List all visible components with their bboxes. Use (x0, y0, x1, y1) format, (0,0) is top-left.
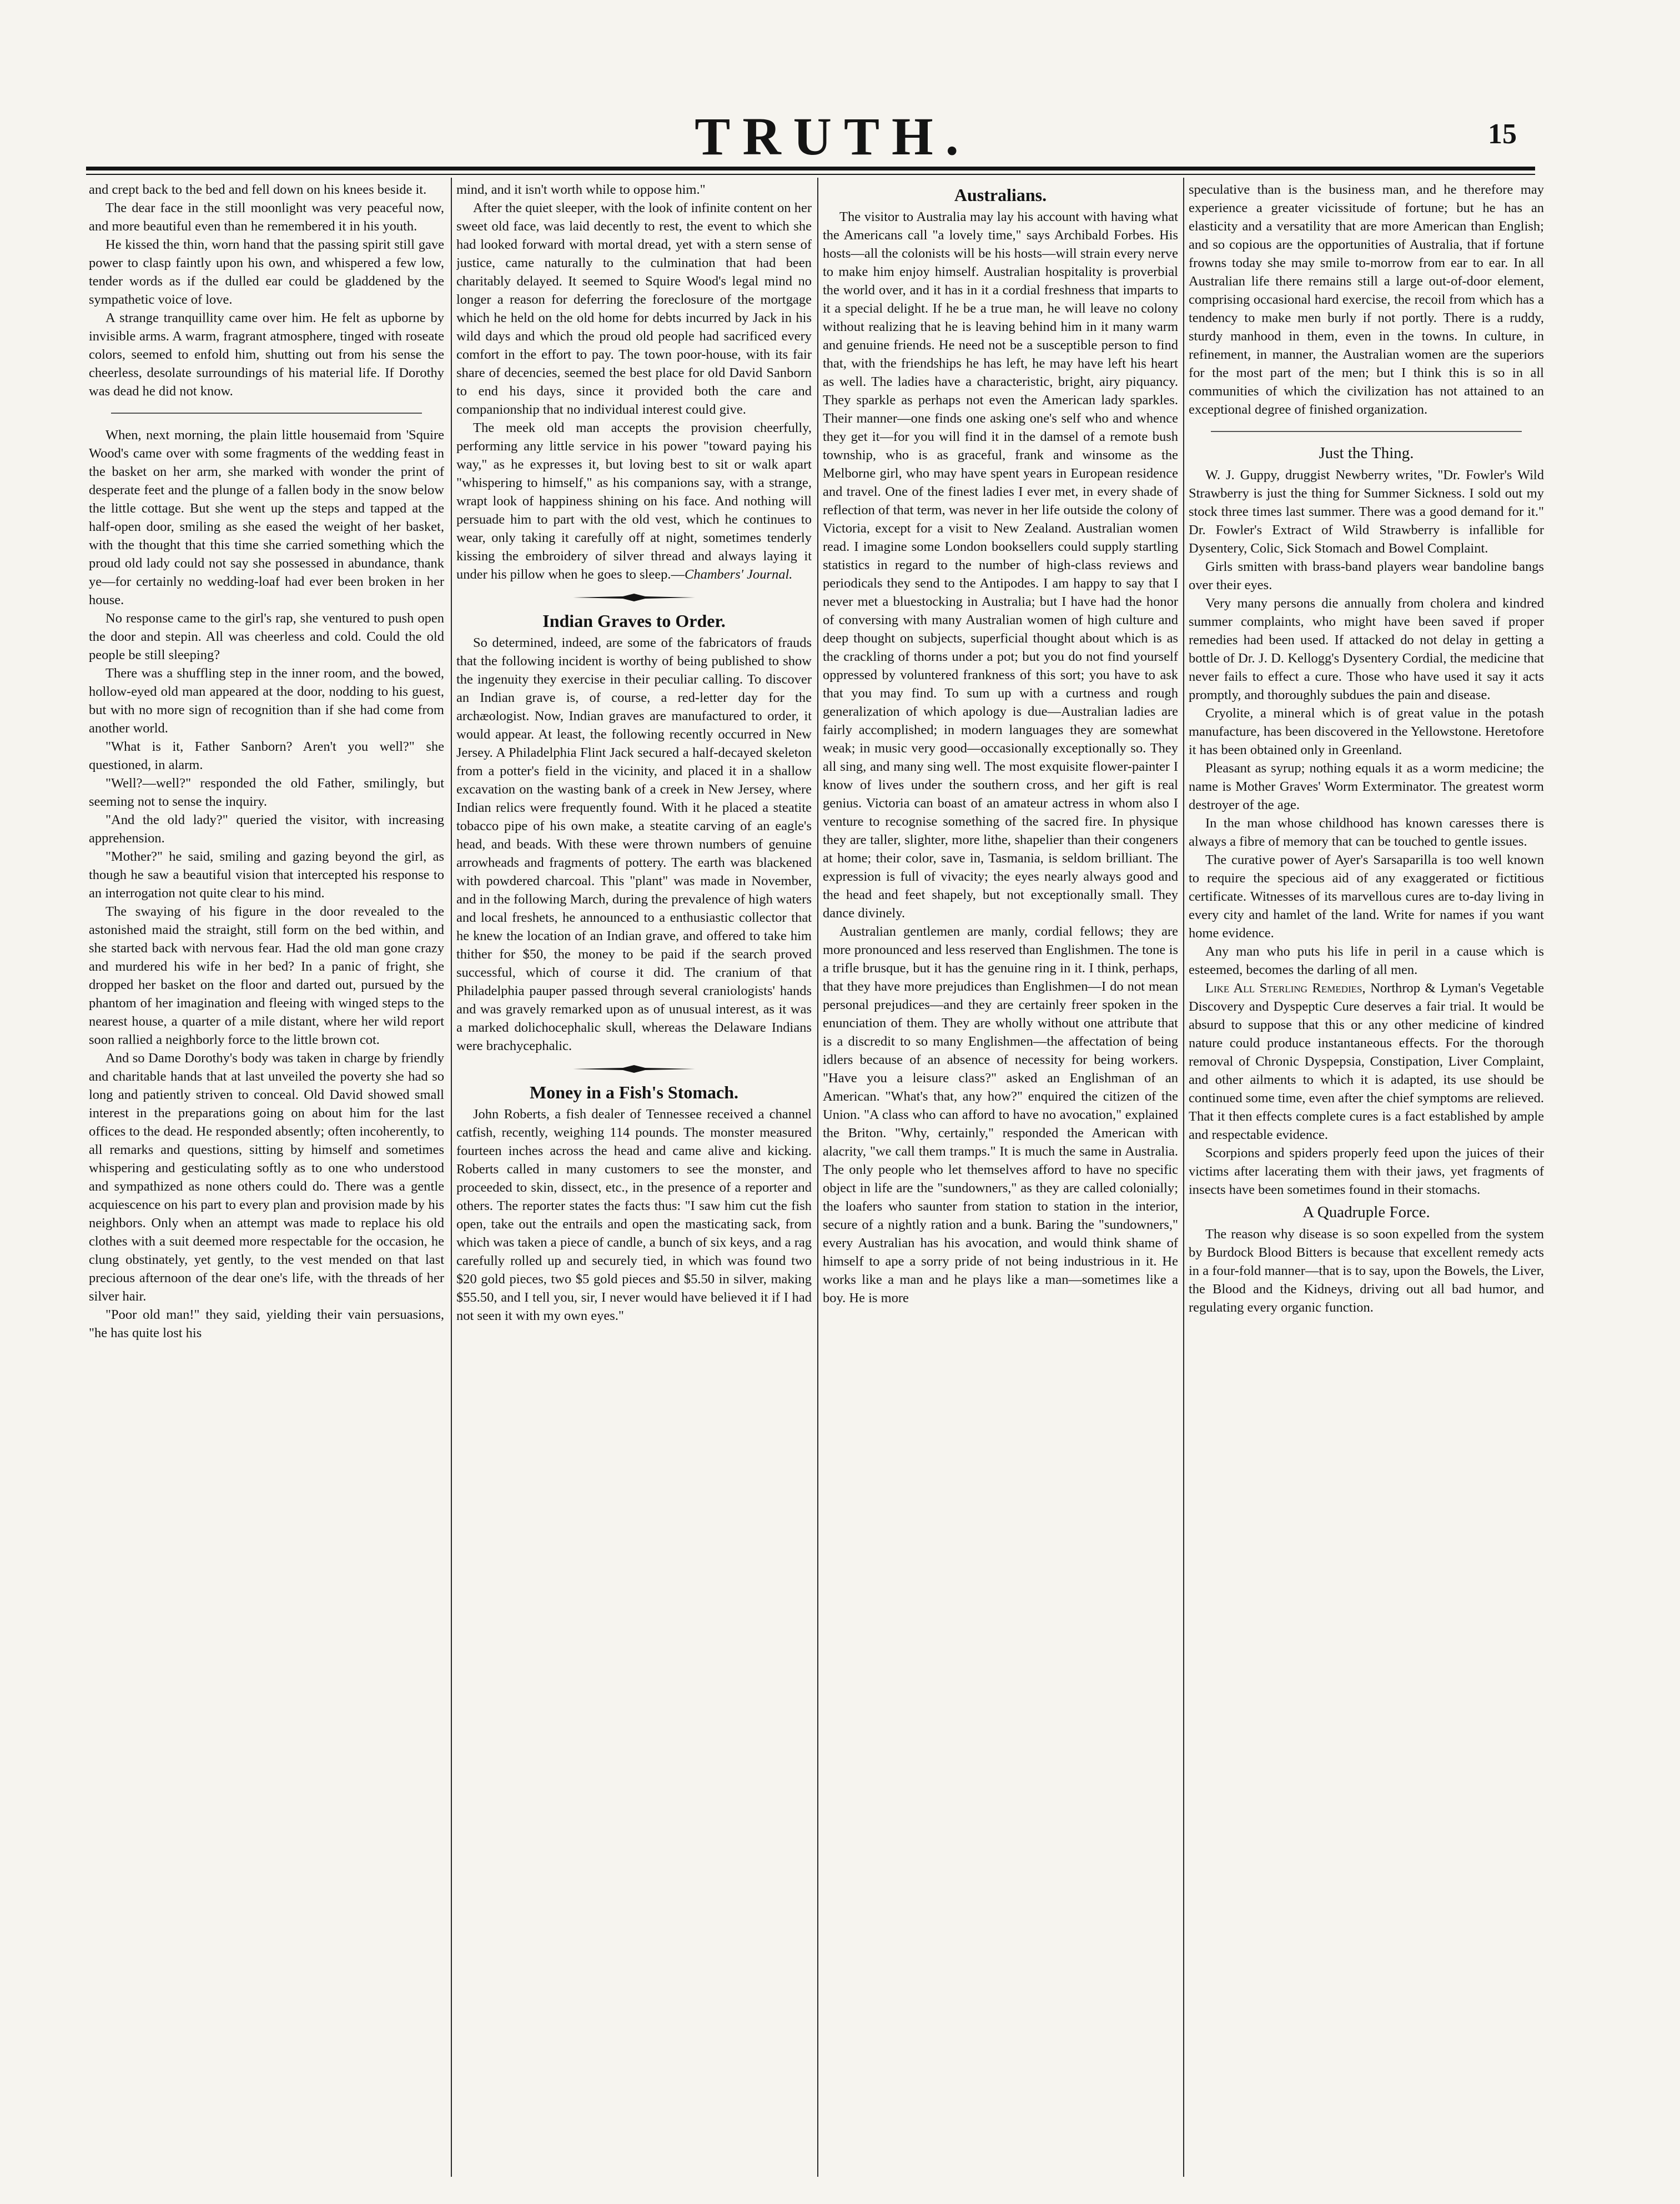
paragraph-text: Northrop & Lyman's Vegetable Discovery and Dyspeptic Cure deserves a fair trial. It would be absurd to suppose that this or any other medicine of kindred nature could produce instantaneous effects. For the thorough removal of Chronic Dyspepsia, Constipation, Liver Complaint, and other ailments to which it is adapted, its use should be continued some time, even after the chief symptoms are relieved. That it then effects complete cures is a fact established by ample and respectable evidence. (1189, 981, 1544, 1142)
article-heading-fish-stomach: Money in a Fish's Stomach. (529, 1082, 739, 1102)
paragraph: Very many persons die annually from cholera and kindred summer complaints, who might have been saved if proper remedies had been used. If attacked do not delay in getting a bottle of Dr. J. D. Kellogg's Dysentery Cordial, the medicine that never fails to effect a cure. Those who have used it say it acts promptly, and thoroughly subdues the pain and disease. (1189, 596, 1544, 702)
ornamental-dash (456, 588, 812, 606)
column-1 (89, 180, 444, 2174)
article-heading-quadruple-force: A Quadruple Force. (1302, 1203, 1430, 1221)
paragraph: A strange tranquillity came over him. He felt as upborne by invisible arms. A warm, fragrant atmosphere, tinged with roseate colors, seemed to enfold him, shutting out from his sense the cheerless, desolate surroundings of his material life. If Dorothy was dead he did not know. (89, 310, 444, 399)
paragraph (1189, 979, 1544, 1144)
paragraph: The visitor to Australia may lay his account with having what the Americans call "a lovely time," says Archibald Forbes. His hosts—all the colonists will be his hosts—will strain every nerve to make him enjoy himself. Australian hospitality is proverbial the world over, and it has in it a cordial freshness that imparts to it a special delight. If he be a true man, he will leave no colony without realizing that he is leaving behind him in it many warm and genuine friends. He need not be a susceptible person to find that, with the friendships he has left, he may have left his heart as well. The ladies have a characteristic, bright, airy piquancy. They sparkle as perhaps not even the American lady sparkles. Their manner—one finds one asking one's self who and whence they get it—for you will find it in the damsel of a remote bush township, who is as graceful, frank and winsome as the Melborne girl, who may have spent years in European residence and travel. One of the finest ladies I ever met, in every shade of reflection of that term, was never in her life outside the colony of Victoria, except for a visit to New Zealand. Australian women read. I imagine some London booksellers could supply startling statistics in regard to the number of high-class reviews and periodicals they send to the Antipodes. I am happy to say that I never met a bluestocking in Australia; but I have had the honor of conversing with many Australian women of high culture and deep thought on subjects, superficial thought about which is as the crackling of thorns under a pot; but you do not find yourself oppressed by voluntered frankness of this sort; you have to ask that you may find. To sum up with a curtness and rough generalization of which apology is due—Australian ladies are fairly accomplished; in modern languages they are somewhat weak; in music very good—occasionally exceptionally so. They all sing, and many sing well. The most exquisite flower-painter I know of lives under the southern cross, and her gift is real genius. Victoria can boast of an amateur actress in whom also I venture to recognise something of the sacred fire. In physique they are taller, slighter, more lithe, shapelier than their congeners at home; their color, save in, Tasmania, is seldom brilliant. The expression is full of vivacity; the eyes nearly always good and the head and feet shapely, but not exceptionally small. They dance divinely. (823, 209, 1178, 921)
paragraph: The swaying of his figure in the door revealed to the astonished maid the straight, still form on the bed within, and she started back with nervous fear. Had the old man gone crazy and murdered his wife in her bed? In a panic of fright, she dropped her basket on the floor and darted out, pursued by the phantom of her imagination and fleeing with winged steps to the nearest house, a quarter of a mile distant, where her wild report soon rallied a neighborly force to the little brown cot. (89, 904, 444, 1047)
dash-ornament-icon (573, 594, 695, 601)
paragraph: When, next morning, the plain little housemaid from 'Squire Wood's came over with some fragments of the wedding feast in the basket on her arm, she marked with wonder the print of desperate feet and the plunge of a fallen body in the snow below the little cottage. But she went up the steps and tapped at the half-open door, smiling as she eased the weight of her basket, with the thought that this time she carried something which the proud old lady could not say she possessed in abundance, thank ye—for certainly no wedding-loaf had ever been broken in her house. (89, 428, 444, 608)
column-divider-1 (451, 178, 452, 2177)
paragraph: Pleasant as syrup; nothing equals it as a worm medicine; the name is Mother Graves' Worm Exterminator. The greatest worm destroyer of the age. (1189, 761, 1544, 812)
header-rule-thin (86, 174, 1535, 175)
paragraph: Australian gentlemen are manly, cordial fellows; they are more pronounced and less reserved than Englishmen. The tone is a trifle brusque, but it has the genuine ring in it. I think, perhaps, that they have more prejudices than Englishmen—I do not mean personal prejudices—and they are certainly freer spoken in the enunciation of them. They are wholly without one attribute that is a discredit to so many Englishmen—the affectation of being idlers because of an absence of necessity for being workers. "Have you a leisure class?" asked an Englishman of an American. "What's that, any how?" enquired the citizen of the Union. "A class who can afford to have no avocation," explained the Briton. "Why, certainly," responded the American with alacrity, "we call them tramps." It is much the same in Australia. The only people who let themselves afford to have no specific object in life are the "sundowners," as they are called colonially; the loafers who saunter from station to station in the interior, secure of a nightly ration and a bunk. Baring the "sundowners," every Australian has his avocation, and would think shame of himself to ape a sorry pride of not being industrious in it. He works like a man and he plays like a man—sometimes like a boy. He is more (823, 924, 1178, 1306)
paragraph: Scorpions and spiders properly feed upon the juices of their victims after lacerating them with their jaws, yet fragments of insects have been sometimes found in their stomachs. (1189, 1146, 1544, 1197)
column-4 (1189, 180, 1544, 2174)
small-caps-lead: Like All Sterling Remedies, (1205, 981, 1366, 996)
paragraph (456, 419, 812, 584)
paragraph: In the man whose childhood has known caresses there is always a fibre of memory that can be touched to gentle issues. (1189, 816, 1544, 849)
column-divider-3 (1183, 178, 1184, 2177)
paragraph: The reason why disease is so soon expelled from the system by Burdock Blood Bitters is because that excellent remedy acts in a four-fold manner—that is to say, upon the Bowels, the Liver, the Blood and the Kidneys, driving out all bad humor, and regulating every organic function. (1189, 1227, 1544, 1315)
paragraph: W. J. Guppy, druggist Newberry writes, "Dr. Fowler's Wild Strawberry is just the thing for Summer Sickness. I sold out my stock three times last summer. There was a good demand for it." Dr. Fowler's Extract of Wild Strawberry is infallible for Dysentery, Colic, Sick Stomach and Bowel Complaint. (1189, 468, 1544, 556)
paragraph-text: The meek old man accepts the provision cheerfully, performing any little service in his power "toward paying his way," as he expresses it, but loving best to sit or walk apart "whispering to himself," as his companions say, with a strange, wrapt look of happiness shining on his face. And nothing will persuade him to part with the old vest, which he continues to wear, only taking it carefully off at night, sometimes tenderly kissing the embroidery of silver thread and always laying it under his pillow when he goes to sleep.— (456, 420, 812, 582)
paragraph: mind, and it isn't worth while to oppose him." (456, 182, 706, 197)
paragraph: He kissed the thin, worn hand that the passing spirit still gave power to clasp faintly upon his own, and whispered a few low, tender words as if the dulled ear could be gladdened by the sympathetic voice of love. (89, 237, 444, 307)
paragraph: "Poor old man!" they said, yielding their vain persuasions, "he has quite lost his (89, 1307, 444, 1341)
paragraph: "Well?—well?" responded the old Father, smilingly, but seeming not to sense the inquiry. (89, 776, 444, 809)
source-credit: Chambers' Journal. (685, 567, 793, 582)
ornamental-dash (456, 1060, 812, 1078)
column-2 (456, 180, 812, 2174)
paragraph: Girls smitten with brass-band players wear bandoline bangs over their eyes. (1189, 559, 1544, 593)
paragraph: "Mother?" he said, smiling and gazing beyond the girl, as though he saw a beautiful vision that intercepted his response to an interrogation not quite clear to his mind. (89, 849, 444, 901)
article-heading-just-the-thing: Just the Thing. (1319, 444, 1414, 462)
paragraph: And so Dame Dorothy's body was taken in charge by friendly and charitable hands that at last unveiled the poverty she had so long and patiently striven to conceal. Old David showed small interest in the preparations going on about him for the last offices to the dead. He responded absently; often incoherently, to all remarks and questions, sitting by himself and sometimes whispering and gesticulating softly as to one who understood and sympathized as none others could do. There was a gentle acquiescence on his part to every plan and provision made by his neighbors. Only when an attempt was made to replace his old clothes with a suit deemed more respectable for the occasion, he clung obstinately, yet gently, to the vest mended on that last precious afternoon of the dear one's life, with the threads of her silver hair. (89, 1051, 444, 1304)
dash-ornament-icon (573, 1065, 695, 1073)
paragraph: The curative power of Ayer's Sarsaparilla is too well known to require the specious aid of any exaggerated or fictitious certificate. Witnesses of its marvellous cures are to-day living in every city and hamlet of the land. Write for names if you want home evidence. (1189, 852, 1544, 941)
paragraph: There was a shuffling step in the inner room, and the bowed, hollow-eyed old man appeared at the door, nodding to his guest, but with no more sign of recognition than if she had come from another world. (89, 666, 444, 736)
column-divider-2 (817, 178, 818, 2177)
paragraph: "What is it, Father Sanborn? Aren't you well?" she questioned, in alarm. (89, 739, 444, 772)
page-number: 15 (1488, 118, 1517, 150)
section-separator (1211, 431, 1522, 432)
paragraph: So determined, indeed, are some of the fabricators of frauds that the following incident is worthy of being published to show the ingenuity they exercise in their peculiar calling. To discover an Indian grave is, of course, a red-letter day for the archæologist. Now, Indian graves are manufactured to order, it would appear. At least, the following recently occurred in New Jersey. A Philadelphia Flint Jack secured a half-decayed skeleton from a potter's field in the vicinity, and placed it in a shallow excavation on the wasting bank of a creek in New Jersey, where Indian relics were frequently found. With it he placed a steatite tobacco pipe of his own make, a steatite carving of an eagle's head, and beads. With these were thrown numbers of genuine arrowheads and fragments of pottery. The earth was blackened with powdered charcoal. This "plant" was made in November, and in the following March, during the prevalence of high waters and local freshets, he announced to a enthusiastic collector that he knew the location of an Indian grave, and offered to take him thither for $50, the money to be paid if the search proved successful, which of course it did. The cranium of that Philadelphia pauper passed through several craniologists' hands and was gravely remarked upon as of unusual interest, as it was a marked dolichocephalic skull, whereas the Delaware Indians were brachycephalic. (456, 635, 812, 1053)
section-separator (111, 413, 422, 414)
column-3 (823, 180, 1178, 2174)
paragraph: speculative than is the business man, and he therefore may experience a greater vicissitude of fortune; but he has an elasticity and a versatility that are more American than English; and so copious are the opportunities of Australia, that if fortune frowns today she may smile to-morrow from ear to ear. In all Australian life there remains still a large out-of-door element, comprising occasional hard exercise, the recoil from which has a tendency to make men burly if not portly. There is a ruddy, sturdy manhood in them, even in the towns. In culture, in refinement, in manner, the Australian women are the superiors for the most part of the men; but I think this is so in all communities of which the civilization has not attained to an exceptional degree of finished organization. (1189, 182, 1544, 417)
paragraph: Any man who puts his life in peril in a cause which is esteemed, becomes the darling of all men. (1189, 944, 1544, 977)
masthead-title: TRUTH. (695, 107, 971, 166)
article-heading-indian-graves: Indian Graves to Order. (542, 611, 726, 631)
header-rule-thick (86, 167, 1535, 170)
paragraph: After the quiet sleeper, with the look of infinite content on her sweet old face, was laid decently to rest, the event to which she had looked forward with mortal dread, yet with a stern sense of justice, came naturally to the culmination that had been charitably delayed. It seemed to Squire Wood's legal mind no longer a reason for deferring the foreclosure of the mortgage which he held on the old home for debts incurred by Jack in his wild days and which the proud old people had sacrificed every comfort in the effort to pay. The town poor-house, with its fair share of decencies, seemed the best place for old David Sanborn to end his days, since it provided both the care and companionship that no individual interest could give. (456, 200, 812, 417)
article-heading-australians: Australians. (954, 185, 1047, 205)
paragraph: The dear face in the still moonlight was very peaceful now, and more beautiful even than he remembered it in his youth. (89, 200, 444, 234)
paragraph: and crept back to the bed and fell down on his knees beside it. (89, 182, 427, 197)
paragraph: John Roberts, a fish dealer of Tennessee received a channel catfish, recently, weighing 114 pounds. The monster measured fourteen inches across the head and came alive and kicking. Roberts called in many customers to see the monster, and proceeded to skin, dissect, etc., in the presence of a reporter and others. The reporter states the facts thus: "I saw him cut the fish open, take out the entrails and open the masticating sack, from which was taken a piece of candle, a bunch of six keys, and a rag carefully rolled up and securely tied, in which was found two $20 gold pieces, two $5 gold pieces and $5.50 in silver, making $55.50, and I tell you, sir, I never would have believed it if I had not seen it with my own eyes." (456, 1107, 812, 1323)
paragraph: "And the old lady?" queried the visitor, with increasing apprehension. (89, 812, 444, 846)
paragraph: No response came to the girl's rap, she ventured to push open the door and stepin. All was cheerless and cold. Could the old people be still sleeping? (89, 611, 444, 662)
paragraph: Cryolite, a mineral which is of great value in the potash manufacture, has been discovered in the Yellowstone. Heretofore it has been obtained only in Greenland. (1189, 706, 1544, 757)
